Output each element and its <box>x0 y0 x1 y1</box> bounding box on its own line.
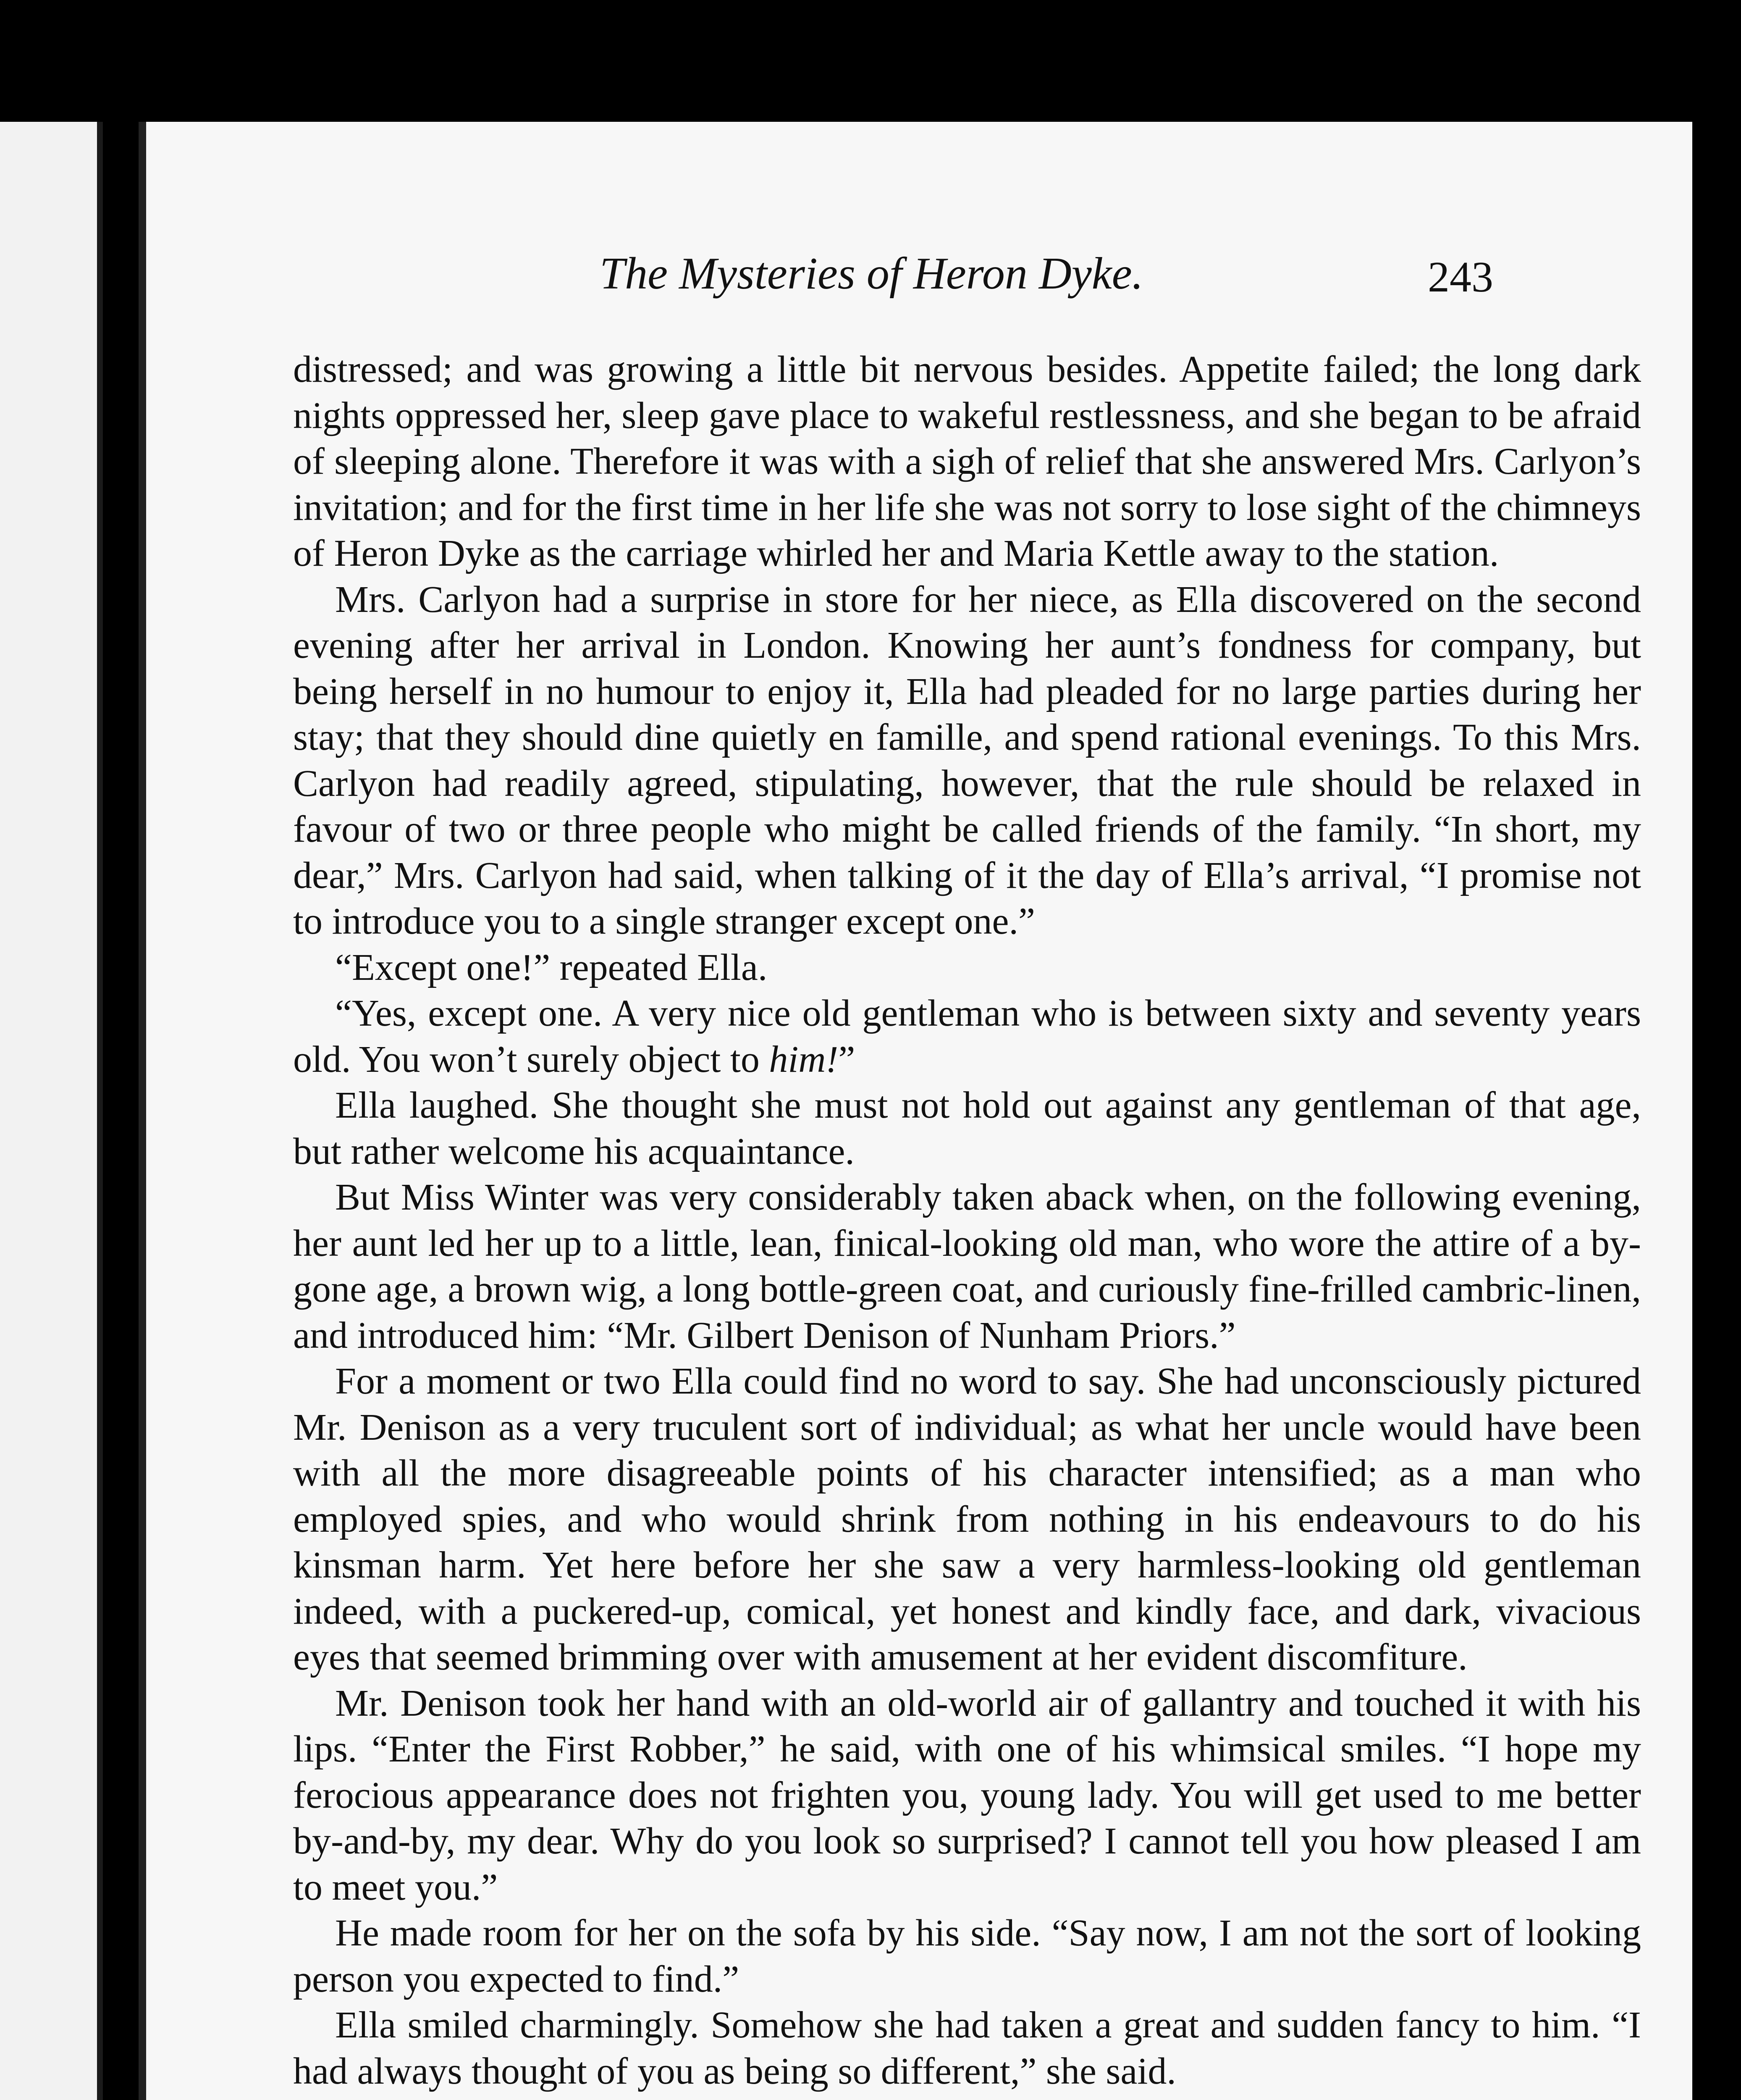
italic-emphasis: him! <box>769 1038 839 1080</box>
closing-quote: ” <box>838 1038 855 1080</box>
book-page <box>139 122 1692 2100</box>
paragraph-2: Mrs. Carlyon had a surprise in store for her niece, as Ella discovered on the second evening after her arrival in London. Knowing her aunt’s fondness for company, but being herself in no humour to enjoy it, Ella had pleaded for no large parties during her stay; that they should dine quietly en famille, and spend rational evenings. To this Mrs. Carlyon had readily agreed, stipulating, however, that the rule should be relaxed in favour of two or three people who might be called friends of the family. “In short, my dear,” Mrs. Carlyon had said, when talking of it the day of Ella’s arrival, “I promise not to introduce you to a single stranger except one.” <box>293 578 1641 942</box>
paragraph-4-text: “Yes, except one. A very nice old gentleman who is between sixty and seventy years old. You won’t surely object to <box>293 992 1641 1080</box>
paragraph-1: distressed; and was growing a little bit nervous besides. Appetite failed; the long dark nights oppressed her, sleep gave place to wakeful restlessness, and she began to be afraid of sleeping alone. Therefore it was with a sigh of relief that she answered Mrs. Carlyon’s invitation; and for the first time in her life she was not sorry to lose sight of the chimneys of Heron Dyke as the carriage whirled her and Maria Kettle away to the station. <box>293 349 1641 574</box>
paragraph-8: Mr. Denison took her hand with an old-world air of gallantry and touched it with his lips. “Enter the First Robber,” he said, with one of his whimsical smiles. “I hope my ferocious appearance does not frighten you, young lady. You will get used to me better by-and-by, my dear. Why do you look so surprised? I cannot tell you how pleased I am to meet you.” <box>293 1682 1641 1908</box>
paragraph-6: But Miss Winter was very considerably taken aback when, on the following evening, her aunt led her up to a little, lean, finical-looking old man, who wore the attire of a by-gone age, a brown wig, a long bottle-green coat, and curiously fine-frilled cambric-linen, and introduced him: “Mr. Gilbert Denison of Nunham Priors.” <box>293 1176 1641 1356</box>
paragraph-5: Ella laughed. She thought she must not hold out against any gentleman of that age, but rather welcome his acquaintance. <box>293 1084 1641 1172</box>
paragraph-10: Ella smiled charmingly. Somehow she had taken a great and sudden fancy to him. “I had always thought of you as being so different,” she said. <box>293 2004 1641 2092</box>
page-number: 243 <box>1428 253 1493 301</box>
body-text <box>293 346 1641 2094</box>
paragraph-7: For a moment or two Ella could find no word to say. She had unconsciously pictured Mr. Denison as a very truculent sort of individual; as what her uncle would have been with all the more disagreeable points of his character intensified; as a man who employed spies, and who would shrink from nothing in his endeavours to do his kinsman harm. Yet here before her she saw a very harmless-looking old gentleman indeed, with a puckered-up, comical, yet honest and kindly face, and dark, vivacious eyes that seemed brimming over with amusement at her evident discomfiture. <box>293 1360 1641 1678</box>
paragraph-9: He made room for her on the sofa by his side. “Say now, I am not the sort of looking person you expected to find.” <box>293 1912 1641 2000</box>
facing-page-edge <box>0 122 103 2100</box>
running-title: The Mysteries of Heron Dyke. <box>600 249 1143 299</box>
paragraph-3: “Except one!” repeated Ella. <box>335 946 768 988</box>
running-head <box>146 248 1700 319</box>
paragraph-4 <box>293 990 1641 1082</box>
